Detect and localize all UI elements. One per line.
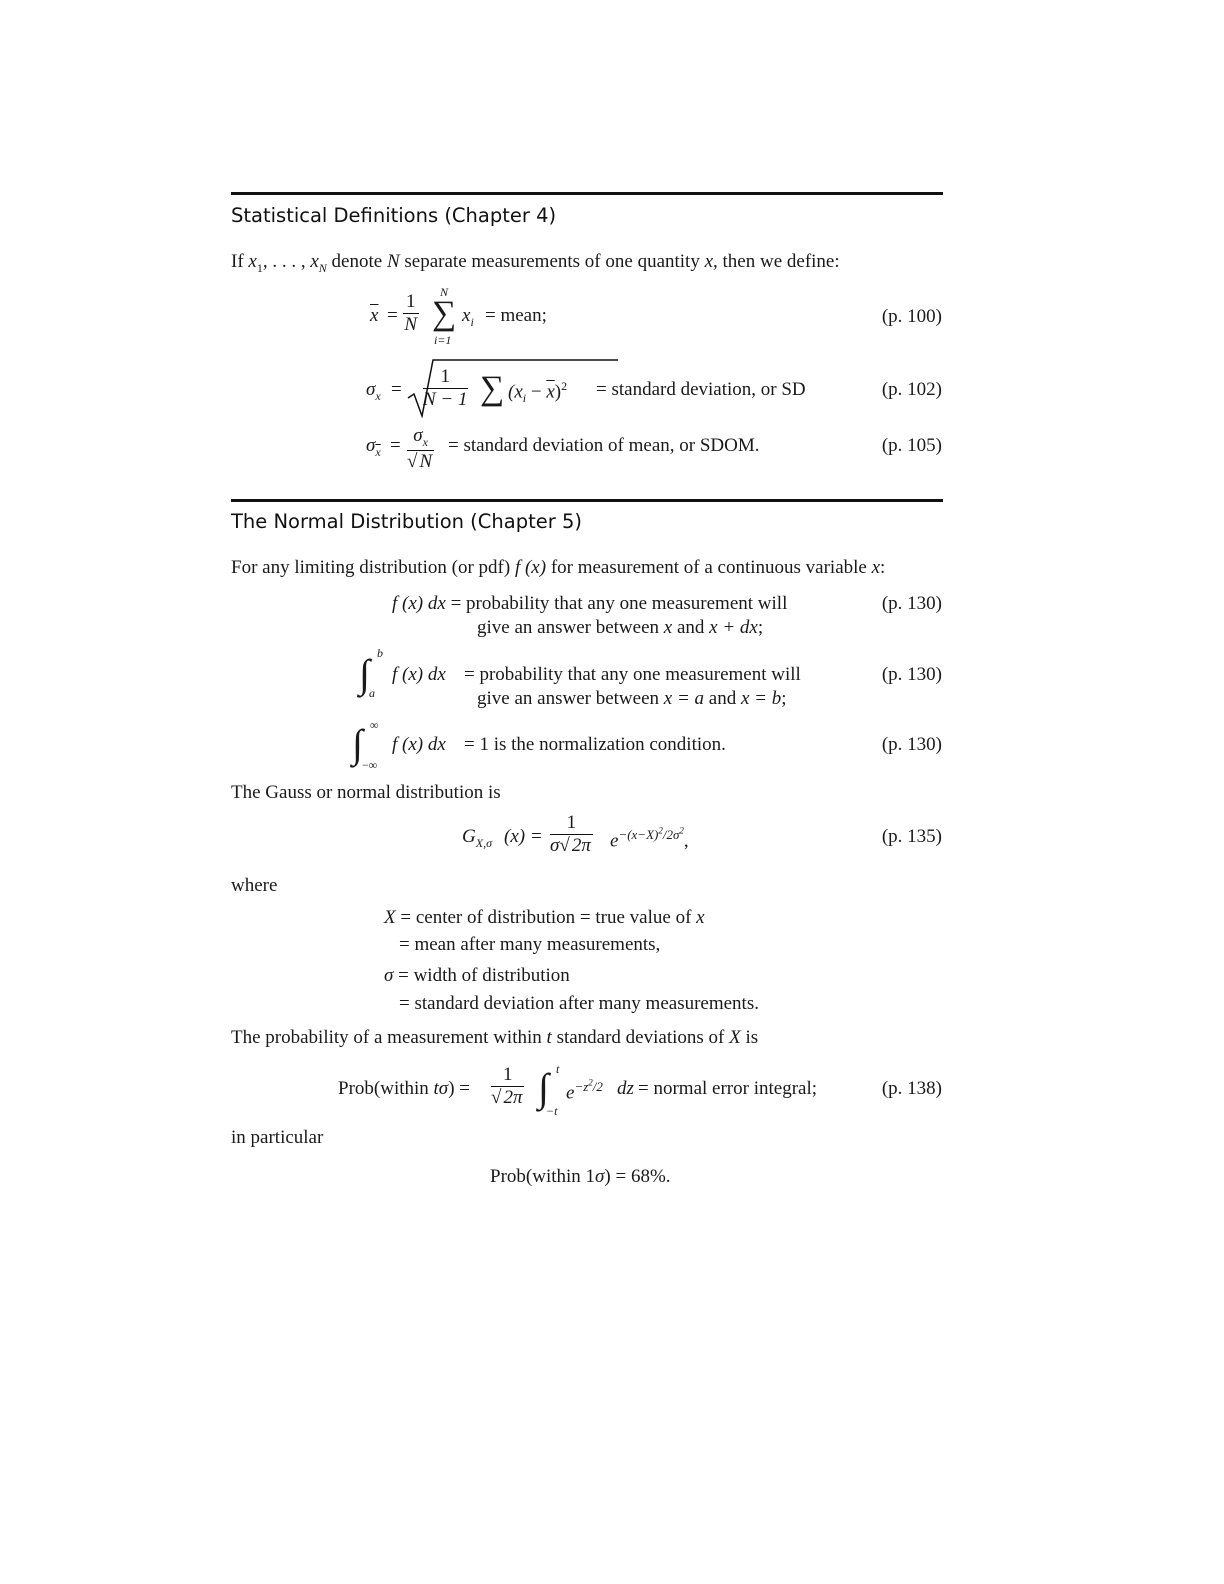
equation-gauss: $G_{X,\sigma}$ (x) = $\frac{1}{\sigma√ 2\pi}$ $e^{-(x-X)^2/2\sigma^2}$,	[462, 812, 689, 856]
page-ref-normal-error: (p. 138)	[881, 1078, 942, 1099]
in-particular-label: in particular	[231, 1127, 324, 1148]
intro-paragraph-statistical: If $x_1$, . . . , $x_N$ denote N separate measurements of one quantity x, then we define:	[231, 251, 840, 275]
equation-integral-ab-line2: give an answer between x = a and x = b;	[477, 688, 787, 709]
equation-prob-one-sigma: Prob(within 1σ) = 68%.	[490, 1166, 671, 1187]
definition-sigma: σ = width of distribution	[384, 965, 570, 986]
mean-fraction: $\frac{1}{N}$	[404, 291, 418, 335]
equation-pdf-line2: give an answer between x and x + dx;	[477, 617, 764, 638]
integral-symbol-ab: ∫	[359, 651, 370, 696]
intro-paragraph-normal: For any limiting distribution (or pdf) f (x) for measurement of a continuous variable x:	[231, 557, 886, 578]
gauss-intro: The Gauss or normal distribution is	[231, 782, 501, 803]
gauss-fraction: $\frac{1}{\sigma√ 2\pi}$	[550, 812, 591, 856]
definition-sigma-line2: = standard deviation after many measurements.	[399, 993, 759, 1014]
sd-fraction: $\frac{1}{N - 1}$	[423, 366, 468, 410]
probability-intro: The probability of a measurement within t standard deviations of X is	[231, 1027, 759, 1048]
equation-standard-deviation: $\sigma_x$ = $\frac{1}{N - 1}$ ∑ $(x_i - \overline{x})^2$ = standard deviation, or SD	[366, 356, 826, 418]
mean-symbol: $\overline{x}$	[370, 305, 379, 326]
sdom-fraction: $\frac{\sigma_x}{√ N}$	[407, 425, 433, 472]
equation-normalization: ∫ ∞ −∞ f (x) dx = 1 is the normalization condition.	[352, 718, 726, 772]
section-divider-normal	[231, 499, 943, 502]
page-ref-gauss: (p. 135)	[881, 826, 942, 847]
section-heading-statistical-definitions: Statistical Definitions (Chapter 4)	[231, 204, 557, 227]
equation-sdom: $\sigma_{\overline{x}}$ = $\frac{\sigma_x}{√ N}$ = standard deviation of mean, or SDOM.	[366, 425, 760, 472]
section-heading-normal-distribution: The Normal Distribution (Chapter 5)	[231, 510, 582, 533]
equation-integral-ab: ∫ b a f (x) dx = probability that any one measurement will	[359, 646, 801, 700]
page-ref-normalization: (p. 130)	[881, 734, 942, 755]
integral-symbol-t: ∫	[538, 1065, 549, 1110]
summation-symbol-sd: ∑	[480, 370, 505, 407]
page-ref-sd: (p. 102)	[881, 379, 942, 400]
page-ref-pdf: (p. 130)	[881, 593, 942, 614]
summation-symbol: ∑	[432, 295, 457, 332]
section-divider-top	[231, 192, 943, 195]
integral-symbol-infinite: ∫	[352, 721, 363, 766]
page-ref-mean: (p. 100)	[881, 306, 942, 327]
equation-normal-error-integral: Prob(within tσ) = $\frac{1}{√ 2\pi}$ ∫ t −t $e^{-z^2/2}$ dz = normal error integral;	[338, 1062, 818, 1118]
where-label: where	[231, 875, 278, 896]
equation-pdf: f (x) dx = probability that any one measurement will	[392, 593, 788, 614]
page-ref-integral-ab: (p. 130)	[881, 664, 942, 685]
definition-X-line2: = mean after many measurements,	[399, 934, 661, 955]
prob-fraction: $\frac{1}{√ 2\pi}$	[491, 1064, 523, 1108]
page-ref-sdom: (p. 105)	[881, 435, 942, 456]
definition-X: X = center of distribution = true value of x	[384, 907, 705, 928]
